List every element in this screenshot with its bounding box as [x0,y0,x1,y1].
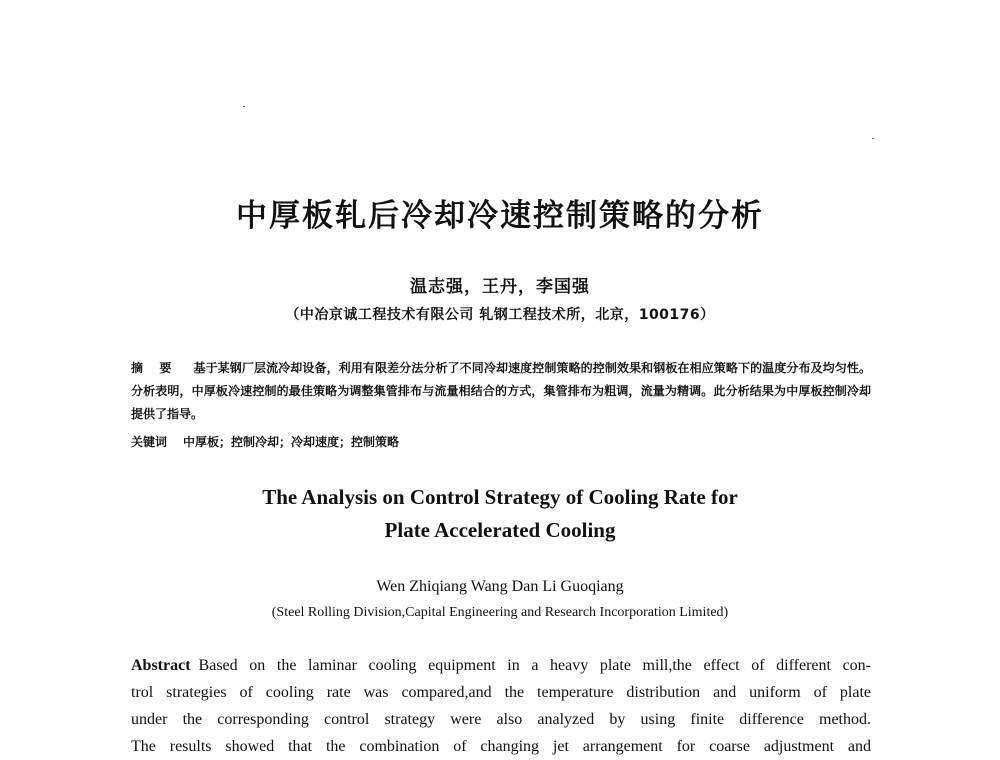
chinese-keywords [131,431,871,454]
english-title [0,481,1000,547]
chinese-authors: 温志强，王丹，李国强 [410,277,590,297]
english-abstract-line-text: Based on the laminar cooling equipment in a heavy plate mill,the effect of different con- [198,657,871,674]
chinese-abstract [131,357,871,426]
scan-speck [872,138,874,139]
chinese-title: 中厚板轧后冷却冷速控制策略的分析 [236,198,764,234]
english-authors: Wen Zhiqiang Wang Dan Li Guoqiang [376,578,624,595]
chinese-keywords-text: 中厚板；控制冷却；冷却速度；控制策略 [183,435,400,449]
english-title-line-2: Plate Accelerated Cooling [384,518,616,542]
chinese-abstract-text: 基于某钢厂层流冷却设备，利用有限差分法分析了不同冷却速度控制策略的控制效果和钢板在相应策略下的温度分布及均匀性。分析表明，中厚板冷速控制的最佳策略为调整集管排布与流量相结合的方式，集管排布为粗调，流量为精调。此分析结果为中厚板控制冷却提供了指导。 [131,361,871,421]
english-abstract-label: Abstract [131,657,191,674]
english-affiliation: (Steel Rolling Division,Capital Engineering and Research Incorporation Limited) [271,605,729,620]
english-abstract [131,652,871,760]
english-abstract-line-1 [131,652,871,679]
english-abstract-line-2: trol strategies of cooling rate was compared,and the temperature distribution and uniform of plate [131,684,871,701]
english-title-line-1: The Analysis on Control Strategy of Cooling Rate for [262,485,738,509]
chinese-affiliation: （中冶京诚工程技术有限公司 轧钢工程技术所，北京，100176） [285,307,715,323]
chinese-keywords-label: 关键词 [131,435,168,449]
scan-speck [243,106,245,107]
chinese-abstract-label: 摘 要 [131,361,178,375]
english-abstract-line-4: The results showed that the combination of changing jet arrangement for coarse adjustment and [131,738,871,755]
english-abstract-line-3: under the corresponding control strategy were also analyzed by using finite difference method. [131,711,871,728]
